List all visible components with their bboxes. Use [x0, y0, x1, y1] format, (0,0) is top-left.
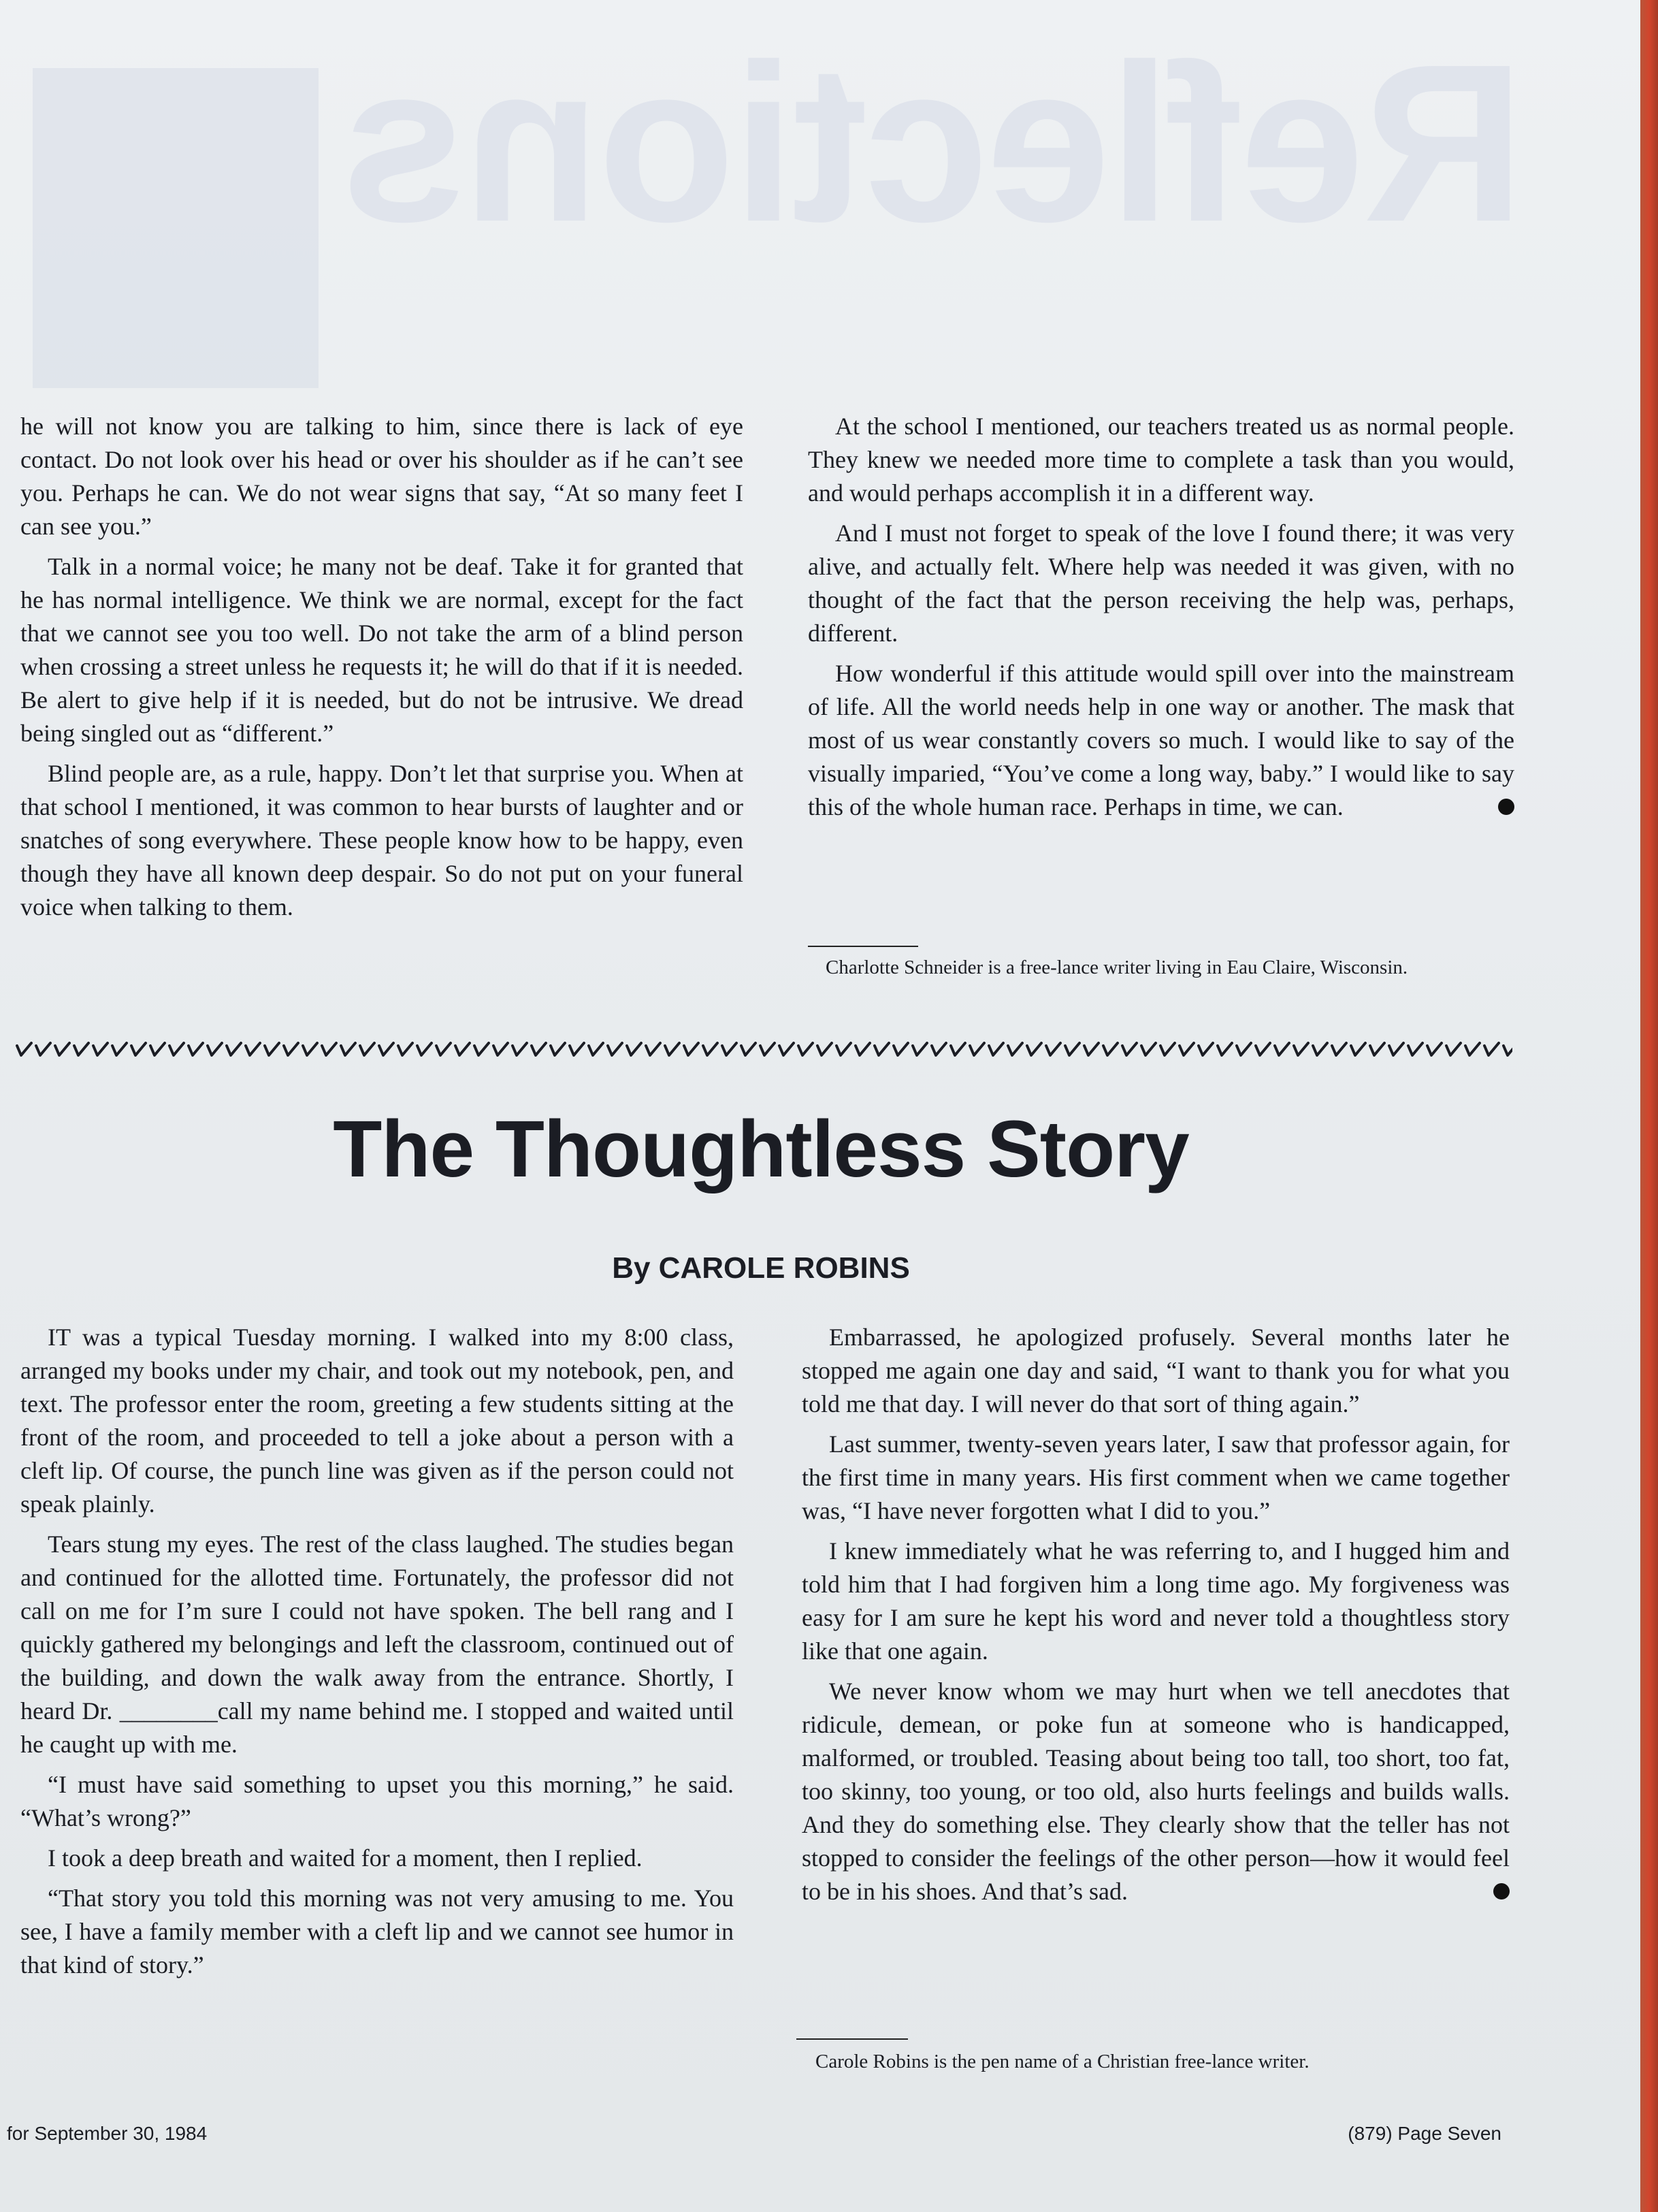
article2-title: The Thoughtless Story	[333, 1104, 1189, 1194]
footer-date: for September 30, 1984	[7, 2123, 208, 2144]
article2-column-left	[20, 1321, 734, 1989]
paragraph: I took a deep breath and waited for a moment, then I replied.	[48, 1844, 643, 1872]
adjacent-page-edge	[1640, 0, 1658, 2212]
paragraph: he will not know you are talking to him, since there is lack of eye contact. Do not look over his head or over his shoulder as if he can’t see you. Perhaps he can. We do not wear signs that say, “At so many feet I can see you.”	[20, 413, 743, 540]
paragraph: At the school I mentioned, our teachers treated us as normal people. They knew we needed more time to complete a task than you would, and would perhaps accomplish it in a different way.	[808, 413, 1514, 507]
paragraph: Embarrassed, he apologized profusely. Several months later he stopped me again one day and said, “I want to thank you for what you told me that day. I will never do that sort of thing again.”	[802, 1324, 1510, 1417]
bio-rule	[808, 946, 918, 947]
article1-column-right	[808, 410, 1514, 831]
paragraph: Blind people are, as a rule, happy. Don’t let that surprise you. When at that school I mentioned, it was common to hear bursts of laughter and or snatches of song everywhere. These people know how to be happy, even though they have all known deep despair. So do not put on your funeral voice when talking to them.	[20, 760, 743, 920]
paragraph: Tears stung my eyes. The rest of the class laughed. The studies began and continued for the allotted time. Fortunately, the professor did not call on me for I’m sure I could not have spoken. The bell rang and I quickly gathered my belongings and left the classroom, continued out of the building, and down the walk away from the entrance. Shortly, I heard Dr. ________call my name behind me. I stopped and waited until he caught up with me.	[20, 1530, 734, 1758]
paragraph: “That story you told this morning was not very amusing to me. You see, I have a family member with a cleft lip and we cannot see humor in that kind of story.”	[20, 1885, 734, 1978]
paragraph: Last summer, twenty-seven years later, I saw that professor again, for the first time in many years. His first comment when we came together was, “I have never forgotten what I did to you.”	[802, 1430, 1510, 1524]
paragraph: IT was a typical Tuesday morning. I walked into my 8:00 class, arranged my books under my chair, and took out my notebook, pen, and text. The professor enter the room, greeting a few students sitting at the front of the room, and proceeded to tell a joke about a person with a cleft lip. Of course, the punch line was given as if the person could not speak plainly.	[20, 1324, 734, 1518]
footer-page-number: (879) Page Seven	[1348, 2123, 1501, 2144]
article2-author-bio: Carole Robins is the pen name of a Christian free-lance writer.	[815, 2051, 1310, 2072]
paragraph-text: How wonderful if this attitude would spill over into the mainstream of life. All the world needs help in one way or another. The mask that most of us wear constantly covers so much. I would like to say of the visually imparied, “You’ve come a long way, baby.” I would like to say this of the whole human race. Perhaps in time, we can.	[808, 660, 1514, 820]
end-mark-icon	[1493, 1883, 1510, 1900]
article2-column-right	[802, 1321, 1510, 1915]
paragraph: Talk in a normal voice; he many not be deaf. Take it for granted that he has normal intelligence. We think we are normal, except for the fact that we cannot see you too well. Do not take the arm of a blind person when crossing a street unless he requests it; he will do that if it is needed. Be alert to give help if it is needed, but do not be intrusive. We dread being singled out as “different.”	[20, 553, 743, 747]
article1-column-left	[20, 410, 743, 931]
paragraph	[802, 1675, 1510, 1908]
article1-author-bio: Charlotte Schneider is a free-lance writer living in Eau Claire, Wisconsin.	[826, 957, 1408, 978]
show-through-heading: Reflections	[344, 17, 1525, 268]
end-mark-icon	[1498, 799, 1514, 815]
paragraph: And I must not forget to speak of the love I found there; it was very alive, and actually felt. Where help was needed it was given, with no thought of the fact that the person receiving the help was, perhaps, different.	[808, 519, 1514, 647]
paragraph: I knew immediately what he was referring to, and I hugged him and told him that I had forgiven him a long time ago. My forgiveness was easy for I am sure he kept his word and never told a thoughtless story like that one again.	[802, 1537, 1510, 1665]
bio-rule	[796, 2038, 908, 2040]
paragraph-text: We never know whom we may hurt when we tell anecdotes that ridicule, demean, or poke fun at someone who is handicapped, malformed, or troubled. Teasing about being too tall, too short, too fat, too skinny, too young, or too old, also hurts feelings and builds walls. And they do something else. They clearly show that the teller has not stopped to consider the feelings of the other person—how it would feel to be in his shoes. And that’s sad.	[802, 1678, 1510, 1905]
article2-byline: By CAROLE ROBINS	[612, 1251, 910, 1285]
paragraph: “I must have said something to upset you this morning,” he said. “What’s wrong?”	[20, 1771, 734, 1831]
paragraph	[808, 657, 1514, 824]
section-divider	[15, 1036, 1512, 1063]
